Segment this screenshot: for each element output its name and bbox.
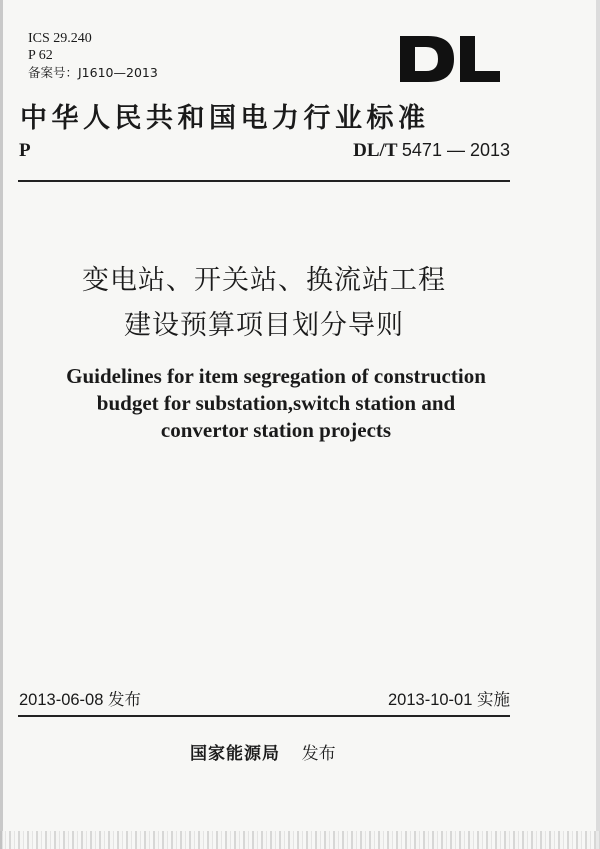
publisher-name: 国家能源局 [190, 744, 280, 764]
issue-date: 2013-06-08 发布 [19, 691, 141, 709]
dl-logo [398, 34, 502, 84]
publisher-action: 发布 [301, 744, 336, 764]
title-en-line-2: budget for substation,switch station and [96, 391, 456, 415]
title-cn-line-2: 建设预算项目划分导则 [124, 310, 404, 341]
filing-number: 备案号：J1610—2013 [28, 65, 158, 80]
scan-edge-bottom [0, 831, 600, 849]
header-divider [18, 180, 510, 182]
title-cn-line-1: 变电站、开关站、换流站工程 [82, 265, 446, 296]
category-code: P [19, 140, 31, 161]
publisher [190, 739, 336, 764]
standard-year: 5471 — 2013 [401, 140, 510, 160]
standard-organization: 中华人民共和国电力行业标准 [20, 103, 430, 134]
standard-prefix: DL/T [353, 140, 398, 161]
logo-letter-d [400, 36, 454, 82]
title-en-line-1: Guidelines for item segregation of construction [66, 364, 486, 388]
ics-code: ICS 29.240 [28, 31, 92, 46]
ccs-code: P 62 [28, 48, 53, 63]
title-en-line-3: convertor station projects [160, 418, 392, 442]
logo-letter-l [460, 36, 500, 82]
effective-date: 2013-10-01 实施 [388, 691, 510, 709]
scan-edge-right [596, 0, 600, 849]
footer-divider [18, 715, 510, 717]
standard-number [353, 140, 510, 162]
classification-block [28, 30, 158, 81]
